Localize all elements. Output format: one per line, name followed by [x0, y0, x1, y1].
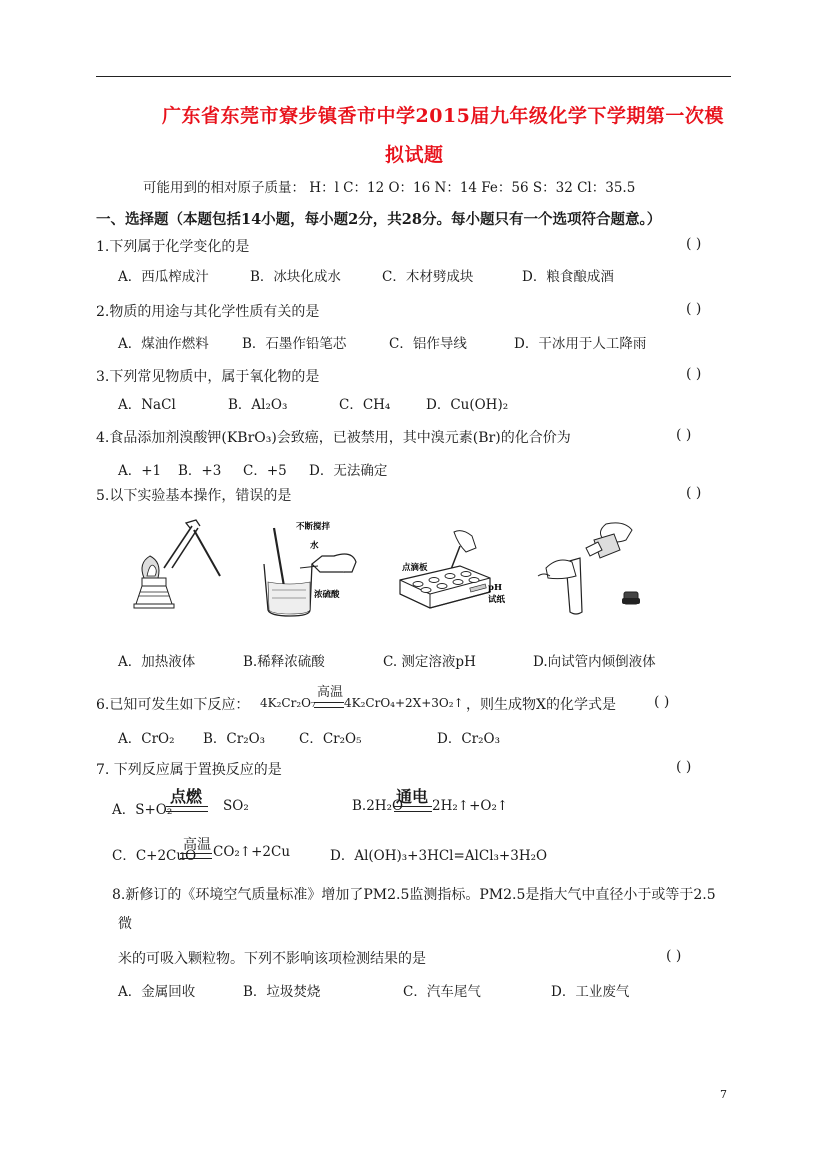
- question-7-stem: 7. 下列反应属于置换反应的是: [96, 762, 282, 778]
- question-8-stem-line3: 米的可吸入颗粒物。下列不影响该项检测结果的是: [118, 951, 426, 967]
- question-8-stem-line1: 8.新修订的《环境空气质量标准》增加了PM2.5监测指标。PM2.5是指大气中直径小于或等于2.5: [112, 887, 716, 903]
- q7-option-a-condition: 点燃: [170, 787, 203, 806]
- question-5-stem: 5.以下实验基本操作，错误的是: [96, 488, 292, 504]
- document-title-line1: 广东省东莞市寮步镇香市中学2015届九年级化学下学期第一次模: [162, 105, 724, 127]
- q7-option-c-left: C．C+2CuO: [112, 848, 197, 864]
- answer-blank: ( ): [686, 366, 702, 382]
- atomic-masses-note: 可能用到的相对原子质量： H：l C：12 O：16 N：14 Fe：56 S：32 Cl：35.5: [143, 180, 636, 196]
- question-4-stem: 4.食品添加剂溴酸钾(KBrO₃)会致癌，已被禁用，其中溴元素(Br)的化合价为: [96, 430, 571, 446]
- answer-blank: ( ): [654, 694, 670, 710]
- q7-option-b-condition: 通电: [396, 787, 429, 806]
- equals-sign: [394, 806, 432, 812]
- q1-option-d: D．粮食酿成酒: [522, 269, 614, 285]
- q6-equation-right: 4K₂CrO₄+2X+3O₂↑: [344, 696, 464, 710]
- q6-option-a: A．CrO₂: [118, 731, 175, 747]
- question-6-stem-prefix: 6.已知可发生如下反应：: [96, 697, 250, 713]
- water-label: 水: [310, 541, 319, 551]
- q6-option-c: C．Cr₂O₅: [299, 731, 362, 747]
- answer-blank: ( ): [686, 236, 702, 252]
- stir-label: 不断搅拌: [296, 522, 331, 532]
- q1-option-c: C．木材劈成块: [382, 269, 474, 285]
- equals-sign: [166, 806, 208, 812]
- q5-option-b: B.稀释浓硫酸: [243, 654, 325, 670]
- q6-condition: 高温: [317, 685, 344, 700]
- q3-option-d: D．Cu(OH)₂: [426, 397, 509, 413]
- q3-option-b: B．Al₂O₃: [228, 397, 288, 413]
- q7-option-a-right: SO₂: [223, 798, 249, 814]
- document-title-line2: 拟试题: [385, 144, 444, 166]
- q6-option-b: B．Cr₂O₃: [203, 731, 266, 747]
- ph-test-figure: [396, 528, 508, 618]
- question-8-stem-line2: 微: [118, 916, 132, 932]
- q5-option-d: D.向试管内倾倒液体: [533, 654, 656, 670]
- q8-option-a: A．金属回收: [118, 984, 196, 1000]
- heating-liquid-figure: [128, 518, 226, 616]
- answer-blank: ( ): [676, 427, 692, 443]
- q5-option-c: C. 测定溶液pH: [383, 654, 476, 670]
- q8-option-c: C．汽车尾气: [403, 984, 481, 1000]
- q2-option-a: A．煤油作燃料: [118, 336, 209, 352]
- page-number: 7: [720, 1088, 727, 1101]
- q7-option-c-condition: 高温: [183, 837, 211, 853]
- question-3-stem: 3.下列常见物质中，属于氧化物的是: [96, 369, 320, 385]
- q7-option-d: D．Al(OH)₃+3HCl=AlCl₃+3H₂O: [330, 848, 548, 864]
- q4-option-c: C．+5: [243, 463, 287, 479]
- answer-blank: ( ): [686, 301, 702, 317]
- q3-option-c: C．CH₄: [339, 397, 391, 413]
- answer-blank: ( ): [666, 948, 682, 964]
- q8-option-b: B．垃圾焚烧: [243, 984, 321, 1000]
- q7-option-b-right: 2H₂↑+O₂↑: [432, 798, 509, 814]
- q7-option-b-left: B.2H₂O: [352, 798, 404, 814]
- q2-option-d: D．干冰用于人工降雨: [514, 336, 647, 352]
- q2-option-c: C．铝作导线: [389, 336, 467, 352]
- q8-option-d: D．工业废气: [551, 984, 630, 1000]
- paper-label: 试纸: [488, 595, 506, 605]
- pouring-liquid-figure: [536, 518, 648, 618]
- q7-option-a-left: A．S+O₂: [112, 802, 173, 818]
- question-6-stem-suffix: ，则生成物X的化学式是: [466, 697, 616, 713]
- q4-option-d: D．无法确定: [309, 463, 388, 479]
- q1-option-b: B．冰块化成水: [250, 269, 341, 285]
- q4-option-b: B．+3: [178, 463, 222, 479]
- question-1-stem: 1.下列属于化学变化的是: [96, 239, 250, 255]
- q5-option-a: A．加热液体: [118, 654, 196, 670]
- answer-blank: ( ): [676, 759, 692, 775]
- section-heading: 一、选择题（本题包括14小题，每小题2分，共28分。每小题只有一个选项符合题意。）: [96, 211, 662, 228]
- question-2-stem: 2.物质的用途与其化学性质有关的是: [96, 304, 320, 320]
- q2-option-b: B．石墨作铅笔芯: [242, 336, 347, 352]
- q6-option-d: D．Cr₂O₃: [437, 731, 500, 747]
- q4-option-a: A．+1: [118, 463, 162, 479]
- q1-option-a: A．西瓜榨成汁: [118, 269, 209, 285]
- plate-label: 点滴板: [402, 563, 428, 573]
- acid-label: 浓硫酸: [314, 590, 340, 600]
- equals-sign: [180, 853, 212, 859]
- ph-label: pH: [488, 583, 502, 593]
- diluting-acid-figure: [260, 520, 368, 620]
- answer-blank: ( ): [686, 485, 702, 501]
- q7-option-c-right: CO₂↑+2Cu: [213, 844, 291, 860]
- q3-option-a: A．NaCl: [118, 397, 176, 413]
- q6-equation-left: 4K₂Cr₂O₇: [260, 696, 316, 710]
- top-rule: [96, 76, 731, 77]
- equals-sign: [314, 702, 344, 708]
